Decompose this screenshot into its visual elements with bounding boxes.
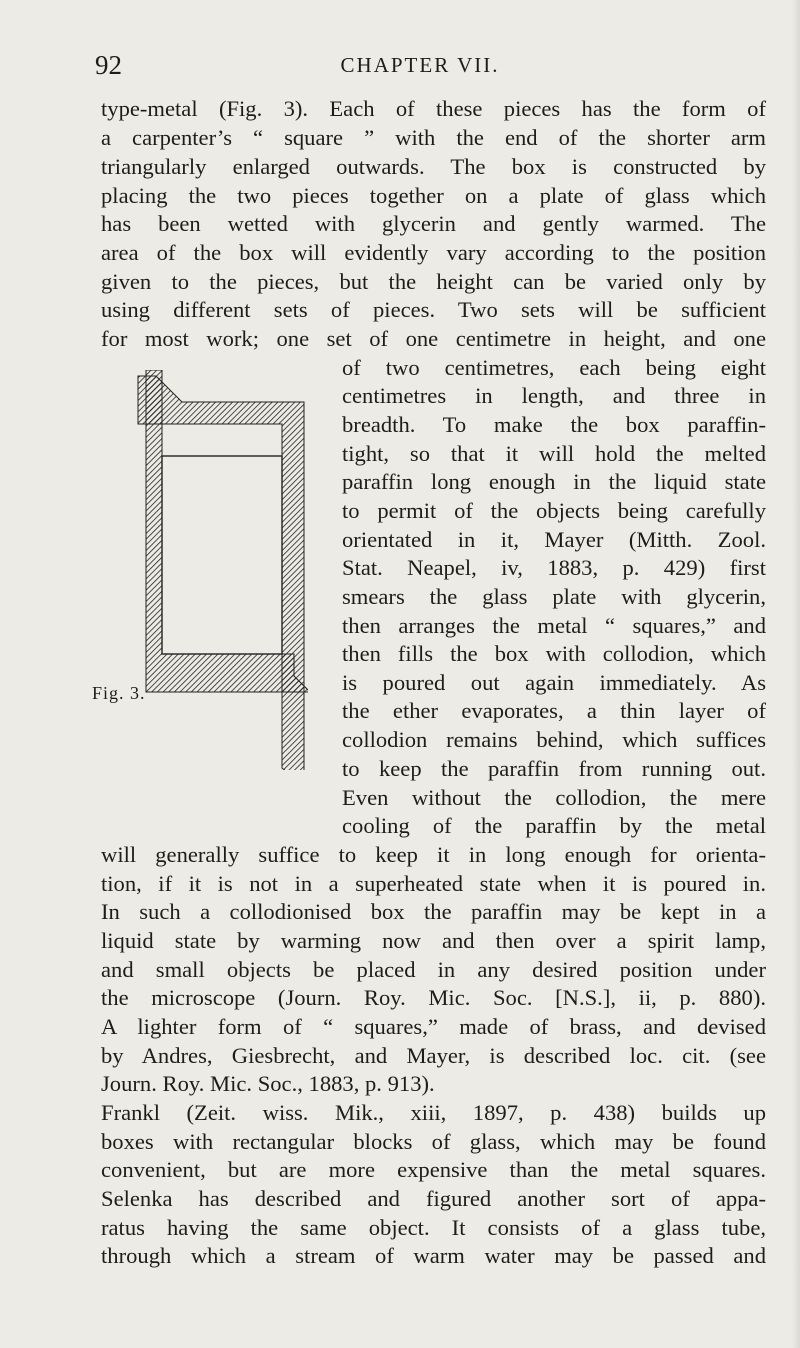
text-line: paraffin long enough in the liquid state [342, 469, 766, 494]
page-number: 92 [95, 50, 122, 80]
page-edge [792, 0, 800, 1348]
text-line: a carpenter’s “ square ” with the end of the shorter arm [101, 125, 766, 150]
text-line: ratus having the same object. It consists of a glass tube, [101, 1215, 766, 1240]
text-line: Frankl (Zeit. wiss. Mik., xiii, 1897, p. 438) builds up [101, 1100, 766, 1125]
text-line: will generally suffice to keep it in long enough for orienta- [101, 842, 766, 867]
text-line: of two centimetres, each being eight [342, 355, 766, 380]
text-line: has been wetted with glycerin and gently warmed. The [101, 211, 766, 236]
text-line: Journ. Roy. Mic. Soc., 1883, p. 913). [101, 1071, 435, 1096]
text-line: collodion remains behind, which suffices [342, 727, 766, 752]
text-line: Selenka has described and figured another sort of appa- [101, 1186, 766, 1211]
page-header [95, 50, 745, 90]
text-line: convenient, but are more expensive than the metal squares. [101, 1157, 766, 1182]
text-line: through which a stream of warm water may be passed and [101, 1243, 766, 1268]
figure-label: Fig. 3. [92, 683, 146, 703]
text-line: liquid state by warming now and then over a spirit lamp, [101, 928, 766, 953]
text-line: cooling of the paraffin by the metal [342, 813, 766, 838]
text-line: A lighter form of “ squares,” made of brass, and devised [101, 1014, 766, 1039]
text-line: Stat. Neapel, iv, 1883, p. 429) first [342, 555, 766, 580]
text-line: area of the box will evidently vary according to the position [101, 240, 766, 265]
text-line: the microscope (Journ. Roy. Mic. Soc. [N.S.], ii, p. 880). [101, 985, 766, 1010]
text-line: then arranges the metal “ squares,” and [342, 613, 766, 638]
text-line: to permit of the objects being carefully [342, 498, 766, 523]
text-line: Even without the collodion, the mere [342, 785, 766, 810]
figure-metal-squares [128, 370, 308, 770]
text-line: breadth. To make the box paraffin- [342, 412, 766, 437]
text-line: type-metal (Fig. 3). Each of these pieces has the form of [101, 96, 766, 121]
text-line: by Andres, Giesbrecht, and Mayer, is described loc. cit. (see [101, 1043, 766, 1068]
text-line: In such a collodionised box the paraffin may be kept in a [101, 899, 766, 924]
text-line: using different sets of pieces. Two sets will be sufficient [101, 297, 766, 322]
text-line: then fills the box with collodion, which [342, 641, 766, 666]
text-line: boxes with rectangular blocks of glass, which may be found [101, 1129, 766, 1154]
text-line: and small objects be placed in any desired position under [101, 957, 766, 982]
text-line: triangularly enlarged outwards. The box is constructed by [101, 154, 766, 179]
text-line: to keep the paraffin from running out. [342, 756, 766, 781]
text-line: is poured out again immediately. As [342, 670, 766, 695]
text-line: the ether evaporates, a thin layer of [342, 698, 766, 723]
text-line: tight, so that it will hold the melted [342, 441, 766, 466]
running-title: CHAPTER VII. [340, 53, 500, 77]
text-line: tion, if it is not in a superheated state when it is poured in. [101, 871, 766, 896]
text-line: smears the glass plate with glycerin, [342, 584, 766, 609]
text-line: for most work; one set of one centimetre in height, and one [101, 326, 766, 351]
text-line: orientated in it, Mayer (Mitth. Zool. [342, 527, 766, 552]
text-line: placing the two pieces together on a plate of glass which [101, 183, 766, 208]
text-line: centimetres in length, and three in [342, 383, 766, 408]
text-line: given to the pieces, but the height can be varied only by [101, 269, 766, 294]
